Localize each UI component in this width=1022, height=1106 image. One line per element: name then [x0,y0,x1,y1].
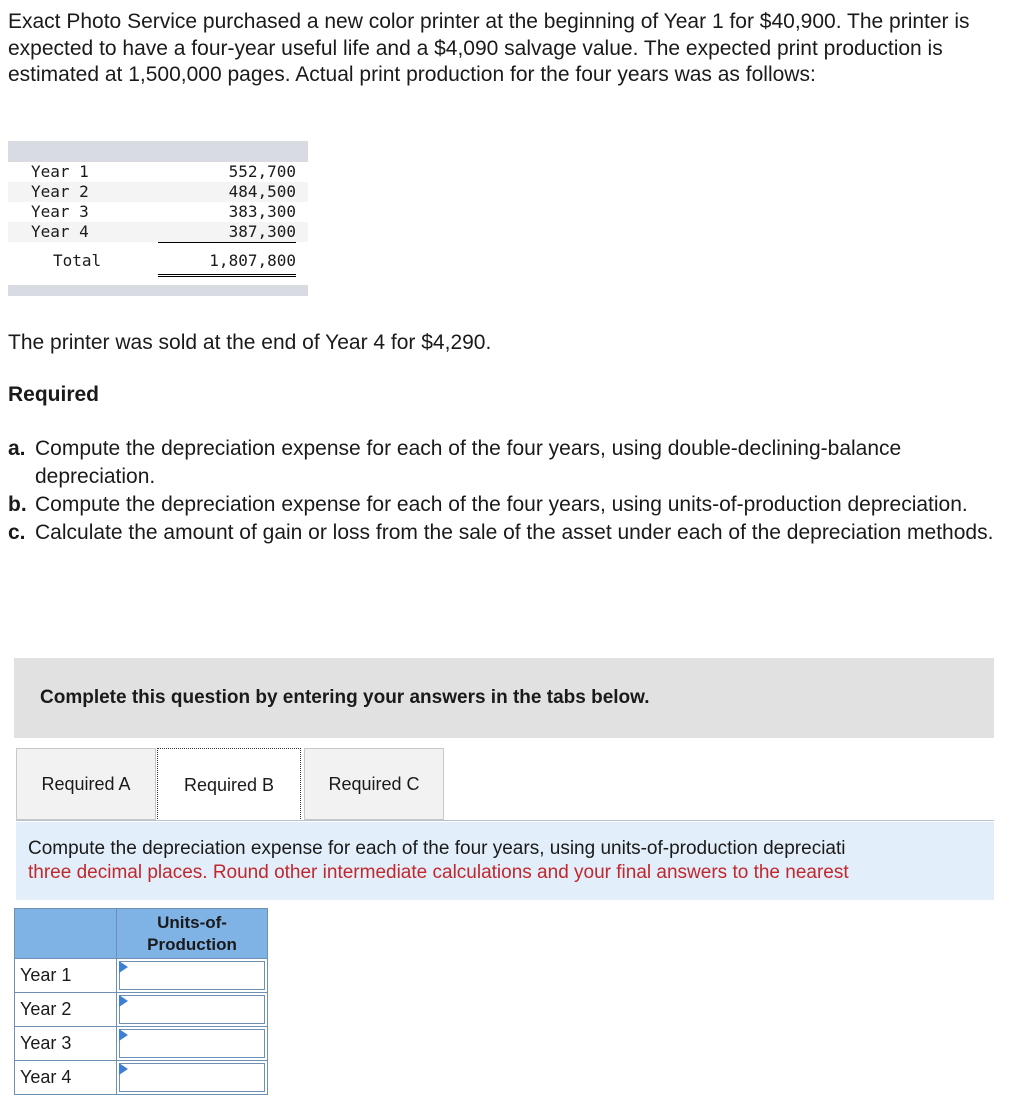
answer-row [14,992,268,1026]
answer-row-label: Year 4 [14,1060,117,1095]
production-year-label: Year 4 [31,222,89,241]
requirement-item [8,435,998,491]
tab-required-b[interactable] [157,748,301,821]
answer-row-label: Year 2 [14,992,117,1027]
requirement-item [8,491,998,519]
production-pages-value: 552,700 [228,162,296,181]
answer-row-label: Year 3 [14,1026,117,1061]
production-table [8,162,308,274]
production-total-label: Total [53,251,102,270]
units-of-production-year-3-input[interactable] [119,1029,265,1058]
answer-cell [116,992,268,1027]
instruction-rounding-line: three decimal places. Round other intermediate calculations and your final answers to the nearest [28,862,849,883]
requirement-item [8,519,998,547]
requirement-letter: c. [8,521,26,544]
problem-intro: Exact Photo Service purchased a new color printer at the beginning of Year 1 for $40,900. The printer is expected to have a four-year useful life and a $4,090 salvage value. The expected print production is estimated at 1,500,000 pages. Actual print production for the four years was as follows: [8,10,970,86]
answer-row [14,1026,268,1060]
answer-column-header: Units-of-Production [116,908,268,959]
production-row [8,182,308,202]
tab-label: Required C [328,773,420,794]
production-year-label: Year 2 [31,182,89,201]
answer-cell [116,958,268,993]
answer-row [14,958,268,992]
production-year-label: Year 1 [31,162,89,181]
production-pages-value: 387,300 [158,222,296,243]
tab-label: Required A [41,773,131,794]
production-year-label: Year 3 [31,202,89,221]
units-of-production-year-1-input[interactable] [119,961,265,990]
tab-divider [16,820,994,821]
production-table-header-band [8,141,308,162]
answer-cell [116,1026,268,1061]
answer-cell [116,1060,268,1095]
instruction-panel [16,822,994,900]
production-total-row [8,246,308,274]
complete-question-banner [14,658,994,738]
sale-statement: The printer was sold at the end of Year 4 for $4,290. [8,331,492,354]
instruction-line: Compute the depreciation expense for each of the four years, using units-of-production depreciati [28,838,846,859]
production-total-value: 1,807,800 [158,246,296,277]
complete-question-text: Complete this question by entering your answers in the tabs below. [40,687,650,708]
production-table-footer-band [8,285,308,296]
requirement-text: Calculate the amount of gain or loss from the sale of the asset under each of the depreciation methods. [35,521,994,544]
requirement-letter: a. [8,437,26,460]
requirement-letter: b. [8,493,27,516]
answer-row [14,1060,268,1094]
production-row [8,202,308,222]
required-heading: Required [8,383,100,406]
units-of-production-year-2-input[interactable] [119,995,265,1024]
requirements-list [8,435,998,547]
tab-required-c[interactable] [304,748,444,820]
answer-row-label: Year 1 [14,958,117,993]
production-row [8,222,308,242]
production-row [8,162,308,182]
production-pages-value: 484,500 [228,182,296,201]
requirement-text: Compute the depreciation expense for each of the four years, using units-of-production depreciation. [35,493,968,516]
requirement-text: Compute the depreciation expense for each of the four years, using double-declining-balance depreciation. [35,437,902,488]
tab-label: Required B [183,774,275,795]
units-of-production-year-4-input[interactable] [119,1063,265,1092]
tab-required-a[interactable] [16,748,156,820]
production-pages-value: 383,300 [228,202,296,221]
answer-table-corner [14,908,117,959]
